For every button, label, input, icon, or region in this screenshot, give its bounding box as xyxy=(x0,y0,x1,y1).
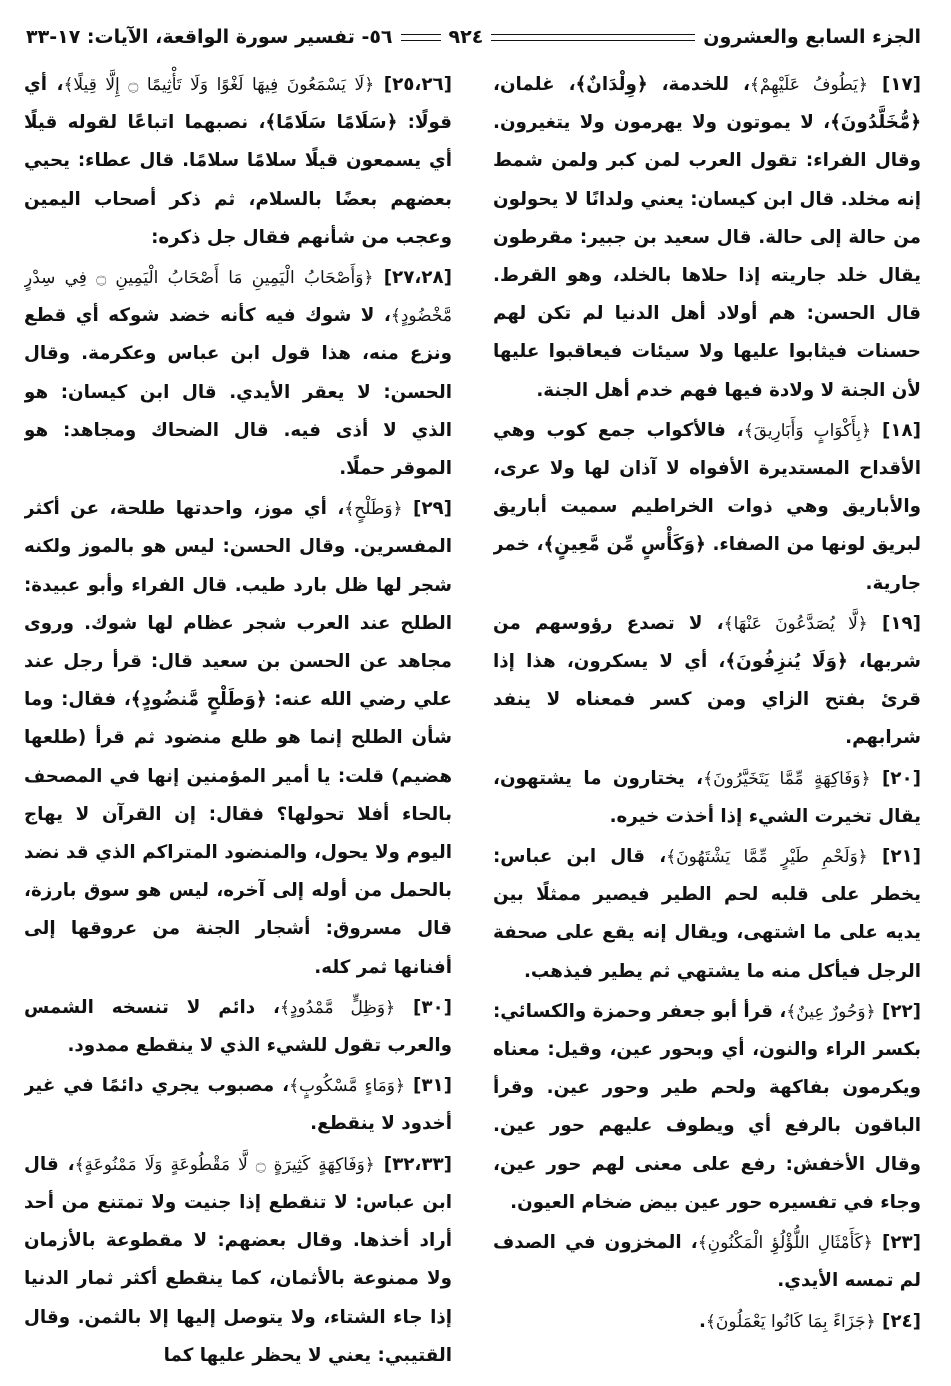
commentary-text: ، لا تصدع رؤوسهم من شربها، ﴿وَلَا يُنزِفُونَ﴾، أي لا يسكرون، هذا إذا قرئ بفتح الزاي ومن كسر فمعناه لا ينفد شرابهم. xyxy=(493,612,921,749)
commentary-text: ، يختارون ما يشتهون، يقال تخيرت الشيء إذا أخذت خيره. xyxy=(493,767,921,827)
right-column xyxy=(493,66,921,1372)
header-rule-left xyxy=(401,34,441,41)
quran-text: ﴿وَطَلْحٍ﴾ xyxy=(344,499,403,520)
quran-text: ﴿وَمَاءٍ مَّسْكُوبٍ﴾ xyxy=(289,1076,405,1097)
verse-21-paragraph xyxy=(493,838,921,991)
verse-19-paragraph xyxy=(493,605,921,758)
quran-text: ﴿وَفَاكِهَةٍ مِّمَّا يَتَخَيَّرُونَ﴾ xyxy=(703,768,871,789)
commentary-text: ، قرأ أبو جعفر وحمزة والكسائي: بكسر الراء والنون، أي وبحور عين، وقيل: معناه ويكرمون بفاكهة ولحم طير وحور عين. وقرأ الباقون بالرفع أي ويطوف عليهم حور عين. وقال الأخفش: رفع على معنى لهم حور عين، وجاء في تفسيره حور عين بيض ضخام العيون. xyxy=(493,1000,921,1213)
verse-number: [٢٠] xyxy=(881,767,921,789)
verse-30-paragraph xyxy=(24,989,452,1065)
verse-number: [٣٠] xyxy=(412,996,452,1018)
verse-31-paragraph xyxy=(24,1067,452,1143)
verse-number: [٢٧،٢٨] xyxy=(383,267,452,289)
page-header xyxy=(26,18,921,56)
verse-number: [٣٢،٣٣] xyxy=(383,1153,452,1175)
commentary-text: ، قال ابن عباس: لا تنقطع إذا جنيت ولا تمتنع من أحد أراد أخذها. وقال بعضهم: لا مقطوعة بالأزمان ولا ممنوعة بالأثمان، كما ينقطع أكثر ثمار الدنيا إذا جاء الشتاء، ولا يتوصل إليها إلا بالثمن. وقال القتيبي: يعني لا يحظر عليها كما xyxy=(24,1153,452,1366)
verse-17-paragraph xyxy=(493,66,921,410)
quran-text: ﴿لَّا يُصَدَّعُونَ عَنْهَا﴾ xyxy=(723,613,868,634)
commentary-text: ، أي موز، واحدتها طلحة، عن أكثر المفسرين. وقال الحسن: ليس هو بالموز ولكنه شجر لها ظل بارد طيب. قال الفراء وأبو عبيدة: الطلح عند العرب شجر عظام لها شوك. وروى مجاهد عن الحسن بن سعيد قال: قرأ رجل عند علي رضي الله عنه: ﴿وَطَلْحٍ مَّنضُودٍ﴾، فقال: وما شأن الطلح إنما هو طلع منضود ثم قرأ (طلعها هضيم) قلت: يا أمير المؤمنين إنها في المصحف بالحاء أفلا تحولها؟ فقال: إن القرآن لا يهاج اليوم ولا يحول، والمنضود المتراكم الذي قد نضد بالحمل من أوله إلى آخره، ليس هو سوق بارزة، قال مسروق: أشجار الجنة من عروقها إلى أفنانها ثمر كله. xyxy=(24,498,452,978)
verse-number: [٢٤] xyxy=(881,1310,921,1332)
quran-text: ﴿يَطُوفُ عَلَيْهِمْ﴾ xyxy=(749,75,868,95)
verse-25-26-paragraph xyxy=(24,66,452,257)
commentary-text: ، المخزون في الصدف لم تمسه الأيدي. xyxy=(493,1232,921,1292)
commentary-text: ، مصبوب يجري دائمًا في غير أخدود لا ينقطع. xyxy=(24,1075,452,1135)
quran-text: ﴿وَفَاكِهَةٍ كَثِيرَةٍ ۝ لَّا مَقْطُوعَةٍ وَلَا مَمْنُوعَةٍ﴾ xyxy=(74,1154,375,1175)
quran-text: ﴿وَحُورٌ عِينٌ﴾ xyxy=(786,1001,876,1022)
quran-text: ﴿بِأَكْوَابٍ وَأَبَارِيقَ﴾ xyxy=(743,420,872,441)
commentary-text: ، قال ابن عباس: يخطر على قلبه لحم الطير فيصير ممثلًا بين يديه على ما اشتهى، ويقال إنه يقع على صحفة الرجل فيأكل منه ما يشتهي ثم يطير فيذهب. xyxy=(493,846,921,982)
header-page-number: ٩٢٤ xyxy=(448,26,484,48)
quran-text: ﴿كَأَمْثَالِ اللُّؤْلُؤِ الْمَكْنُونِ﴾ xyxy=(697,1233,873,1254)
commentary-text: ، فالأكواب جمع كوب وهي الأقداح المستديرة الأفواه لا آذان لها ولا عرى، والأباريق وهي ذوات الخراطيم سميت أباريق لبريق لونها من الصفاء. ﴿وَكَأْسٍ مِّن مَّعِينٍ﴾، خمر جارية. xyxy=(493,419,921,594)
verse-number: [١٧] xyxy=(881,74,921,95)
verse-22-paragraph xyxy=(493,993,921,1222)
header-rule-right xyxy=(491,34,695,41)
verse-32-33-paragraph xyxy=(24,1146,452,1372)
verse-18-paragraph xyxy=(493,412,921,603)
verse-number: [٢٢] xyxy=(881,1000,921,1022)
quran-text: ﴿جَزَاءً بِمَا كَانُوا يَعْمَلُونَ﴾ xyxy=(705,1311,876,1332)
verse-number: [٢٩] xyxy=(412,498,452,520)
verse-number: [٢١] xyxy=(881,846,921,868)
quran-text: ﴿وَلَحْمِ طَيْرٍ مِّمَّا يَشْتَهُونَ﴾ xyxy=(666,847,868,868)
verse-number: [٣١] xyxy=(412,1075,452,1097)
verse-number: [١٨] xyxy=(881,419,921,441)
commentary-text: ، أي قولًا: ﴿سَلَامًا سَلَامًا﴾، نصبهما اتباعًا لقوله قيلًا أي يسمعون قيلًا سلامًا سلامًا. قال عطاء: يحيي بعضهم بعضًا بالسلام، ثم ذكر أصحاب اليمين وعجب من شأنهم فقال جل ذكره: xyxy=(24,74,452,248)
verse-number: [٢٥،٢٦] xyxy=(383,74,452,95)
quran-text: ﴿لَا يَسْمَعُونَ فِيهَا لَغْوًا وَلَا تَأْثِيمًا ۝ إِلَّا قِيلًا﴾ xyxy=(63,75,375,95)
verse-number: [١٩] xyxy=(881,612,921,634)
commentary-text: ، للخدمة، ﴿وِلْدَانٌ﴾، غلمان، ﴿مُّخَلَّدُونَ﴾، لا يموتون ولا يهرمون ولا يتغيرون. وقال الفراء: تقول العرب لمن كبر ولمن شمط إنه مخلد. قال ابن كيسان: يعني ولدانًا لا يحولون من حالة إلى حالة. قال سعيد بن جبير: مقرطون يقال خلد جاريته إذا حلاها بالخلد، وهو القرط. قال الحسن: هم أولاد أهل الدنيا لم تكن لهم حسنات فيثابوا عليها ولا سيئات فيعاقبوا عليها لأن الجنة لا ولادة فيها فهم خدم أهل الجنة. xyxy=(493,74,921,401)
commentary-text: ، دائم لا تنسخه الشمس والعرب تقول للشيء الذي لا ينقطع ممدود. xyxy=(24,996,452,1057)
quran-text: ﴿وَأَصْحَابُ الْيَمِينِ مَا أَصْحَابُ الْيَمِينِ ۝ فِي سِدْرٍ مَّخْضُودٍ﴾ xyxy=(24,268,452,327)
commentary-text: . xyxy=(698,1310,706,1332)
verse-29-paragraph xyxy=(24,490,452,987)
verse-20-paragraph xyxy=(493,760,921,836)
text-columns xyxy=(24,66,921,1372)
header-surah-title: ٥٦- تفسير سورة الواقعة، الآيات: ١٧-٣٣ xyxy=(26,26,393,48)
verse-27-28-paragraph xyxy=(24,259,452,488)
header-part-title: الجزء السابع والعشرون xyxy=(703,26,921,48)
left-column xyxy=(24,66,452,1372)
verse-24-paragraph xyxy=(493,1303,921,1341)
verse-number: [٢٣] xyxy=(881,1232,921,1254)
verse-23-paragraph xyxy=(493,1224,921,1300)
quran-text: ﴿وَظِلٍّ مَّمْدُودٍ﴾ xyxy=(279,997,396,1018)
commentary-text: ، لا شوك فيه كأنه خضد شوكه أي قطع ونزع منه، هذا قول ابن عباس وعكرمة. وقال الحسن: لا يعقر الأيدي. قال ابن كيسان: هو الذي لا أذى فيه. قال الضحاك ومجاهد: هو الموقر حملًا. xyxy=(24,305,452,480)
